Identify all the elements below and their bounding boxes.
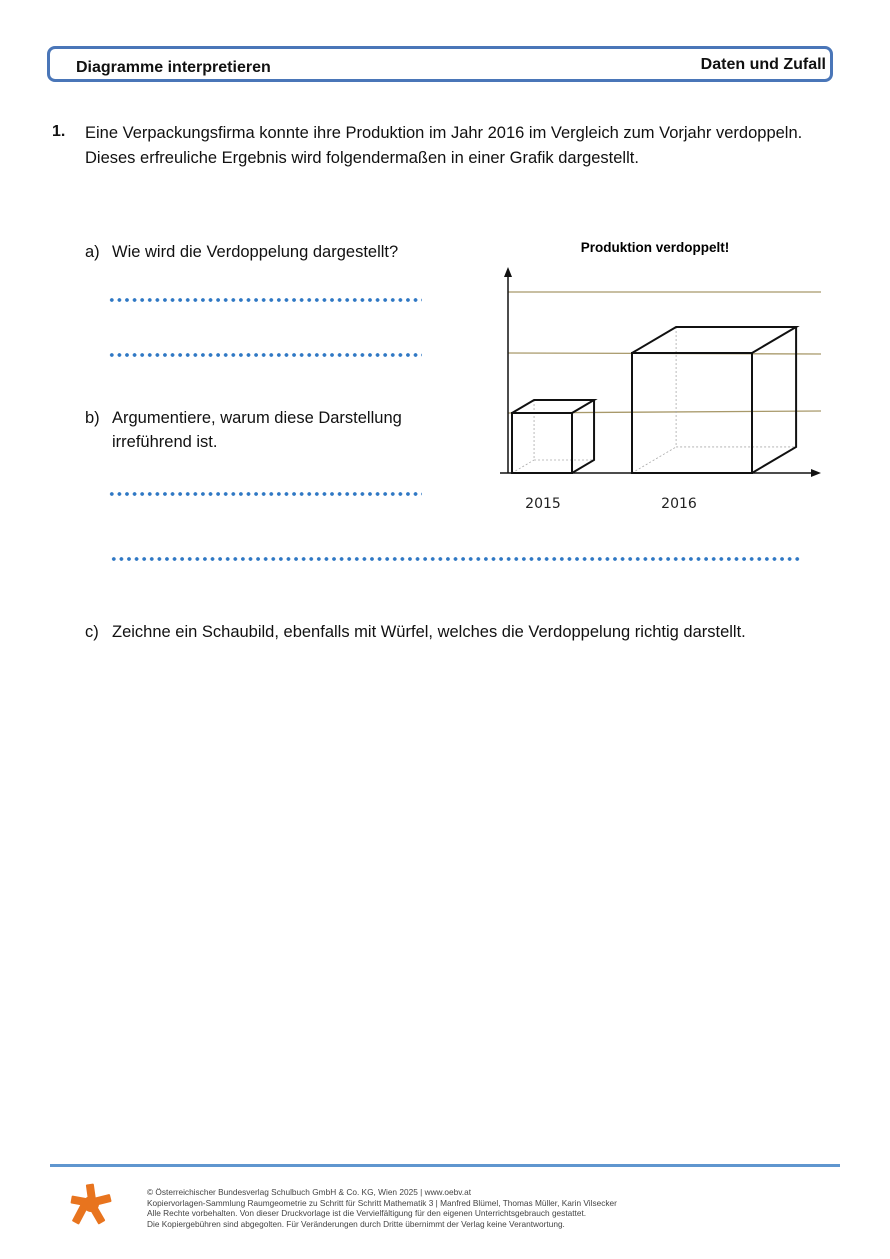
task-text: Eine Verpackungsfirma konnte ihre Produktion im Jahr 2016 im Vergleich zum Vorjahr verdoppeln. Dieses erfreuliche Ergebnis wird folgendermaßen in einer Grafik dargestellt. (85, 124, 803, 167)
answer-line-a1[interactable] (108, 297, 422, 303)
cube-mark-2016 (632, 327, 796, 473)
cube-mark-2015 (512, 400, 594, 473)
header-box (47, 46, 833, 82)
footer-line-3: Alle Rechte vorbehalten. Von dieser Druckvorlage ist die Vervielfältigung für den eigenen Unterrichtsgebrauch gestattet. (147, 1208, 587, 1218)
subtask-a-label: a) (85, 243, 100, 261)
chart-cubes (512, 327, 796, 473)
chart-title: Produktion verdoppelt! (580, 240, 730, 255)
worksheet-category: Daten und Zufall (700, 56, 826, 73)
chart-axes (500, 267, 821, 477)
task-number: 1. (52, 123, 66, 140)
subtask-c-text: Zeichne ein Schaubild, ebenfalls mit Würfel, welches die Verdoppelung richtig darstellt. (112, 623, 746, 641)
footer-line-1: © Österreichischer Bundesverlag Schulbuch GmbH & Co. KG, Wien 2025 | www.oebv.at (147, 1187, 471, 1197)
subtask-a-text: Wie wird die Verdoppelung dargestellt? (112, 243, 399, 261)
footer-copyright (147, 1187, 617, 1229)
answer-line-b2[interactable] (110, 556, 802, 562)
subtask-b-text-line1: Argumentiere, warum diese Darstellung (112, 409, 402, 427)
subtask-b-text-line2: irreführend ist. (112, 433, 218, 451)
x-axis-arrow-icon (811, 469, 821, 477)
publisher-logo-icon (68, 1182, 114, 1228)
footer-line-4: Die Kopiergebühren sind abgegolten. Für Veränderungen durch Dritte übernimmt der Verlag keine Verantwortung. (147, 1218, 565, 1229)
footer-divider (50, 1164, 840, 1167)
subtask-b-label: b) (85, 409, 100, 427)
x-tick-label-2015: 2015 (525, 496, 561, 512)
answer-line-b1[interactable] (108, 491, 422, 497)
production-chart (495, 235, 835, 520)
x-tick-label-2016: 2016 (661, 496, 697, 512)
chart-x-labels (525, 496, 697, 512)
subtask-c-label: c) (85, 623, 99, 641)
footer-line-2: Kopiervorlagen-Sammlung Raumgeometrie zu Schritt für Schritt Mathematik 3 | Manfred Blümel, Thomas Müller, Karin Vilsecker (147, 1197, 617, 1208)
worksheet-title: Diagramme interpretieren (76, 59, 271, 76)
y-axis-arrow-icon (504, 267, 512, 277)
answer-line-a2[interactable] (108, 352, 422, 358)
